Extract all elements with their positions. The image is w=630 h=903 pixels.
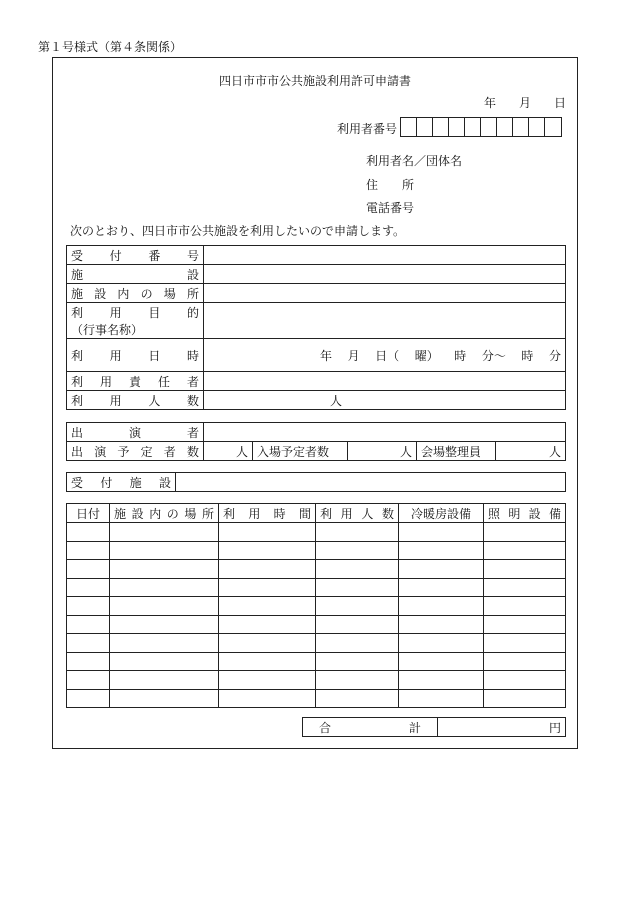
schedule-cell[interactable] (110, 578, 219, 597)
location-label: 施 設 内 の 場 所 (71, 286, 199, 301)
schedule-cell[interactable] (219, 560, 316, 579)
schedule-cell[interactable] (316, 652, 399, 671)
reception-facility-field[interactable] (176, 473, 566, 492)
headcount-field[interactable] (204, 391, 566, 410)
schedule-header-5: 照 明 設 備 (484, 504, 566, 523)
form-number-label: 第１号様式（第４条関係） (38, 40, 183, 54)
table-row (67, 615, 566, 634)
user-number-box[interactable] (529, 118, 545, 136)
schedule-cell[interactable] (399, 597, 484, 616)
schedule-cell[interactable] (219, 615, 316, 634)
schedule-cell[interactable] (399, 634, 484, 653)
user-number-box[interactable] (449, 118, 465, 136)
schedule-cell[interactable] (316, 671, 399, 690)
schedule-cell[interactable] (484, 523, 566, 542)
schedule-cell[interactable] (399, 523, 484, 542)
schedule-cell[interactable] (316, 523, 399, 542)
schedule-cell[interactable] (110, 523, 219, 542)
schedule-cell[interactable] (484, 689, 566, 708)
schedule-cell[interactable] (110, 652, 219, 671)
schedule-header-3: 利 用 人 数 (316, 504, 399, 523)
purpose-label: 利 用 目 的 (71, 305, 199, 320)
schedule-cell[interactable] (484, 597, 566, 616)
reception-no-label: 受 付 番 号 (71, 248, 199, 263)
schedule-cell[interactable] (316, 597, 399, 616)
schedule-cell[interactable] (67, 541, 110, 560)
schedule-cell[interactable] (316, 560, 399, 579)
facility-label: 施 設 (71, 267, 199, 282)
schedule-header-4: 冷暖房設備 (399, 504, 484, 523)
user-number-box[interactable] (481, 118, 497, 136)
schedule-cell[interactable] (399, 578, 484, 597)
user-number-label: 利用者番号 (337, 122, 398, 136)
applicant-phone-label: 電話番号 (366, 201, 415, 215)
intro-text: 次のとおり、四日市市公共施設を利用したいので申請します。 (70, 224, 406, 238)
schedule-cell[interactable] (399, 652, 484, 671)
usage-datetime-label: 利 用 日 時 (71, 348, 199, 363)
schedule-cell[interactable] (316, 578, 399, 597)
schedule-cell[interactable] (399, 615, 484, 634)
table-row (67, 560, 566, 579)
total-label: 合 計 (319, 720, 421, 735)
schedule-header-1: 施 設 内 の 場 所 (110, 504, 219, 523)
planned-performers-unit: 人 (235, 444, 248, 459)
entry-planned-unit: 人 (399, 444, 412, 459)
schedule-cell[interactable] (219, 652, 316, 671)
table-row (67, 541, 566, 560)
entry-planned-label: 入場予定者数 (253, 442, 348, 461)
schedule-cell[interactable] (484, 652, 566, 671)
planned-performers-field[interactable] (204, 442, 253, 461)
venue-staff-label: 会場整理員 (417, 442, 496, 461)
user-number-box[interactable] (497, 118, 513, 136)
schedule-cell[interactable] (484, 578, 566, 597)
schedule-cell[interactable] (67, 597, 110, 616)
total-field[interactable] (438, 718, 566, 737)
date-day: 日 (554, 96, 567, 110)
schedule-cell[interactable] (399, 689, 484, 708)
total-table (302, 717, 566, 737)
schedule-cell[interactable] (110, 615, 219, 634)
user-number-box[interactable] (465, 118, 481, 136)
table-row (67, 652, 566, 671)
schedule-cell[interactable] (110, 634, 219, 653)
schedule-cell[interactable] (67, 560, 110, 579)
table-row (67, 597, 566, 616)
schedule-header-0: 日付 (67, 504, 110, 523)
table-row (67, 523, 566, 542)
schedule-cell[interactable] (110, 689, 219, 708)
date-month: 月 (519, 96, 532, 110)
performer-label: 出 演 者 (71, 425, 199, 440)
reception-no-field[interactable] (204, 246, 566, 265)
user-number-boxes[interactable] (400, 117, 562, 137)
table-row (67, 671, 566, 690)
schedule-cell[interactable] (67, 578, 110, 597)
details-table (66, 245, 566, 410)
schedule-cell[interactable] (67, 671, 110, 690)
schedule-cell[interactable] (67, 689, 110, 708)
schedule-table (66, 503, 566, 708)
table-row (67, 634, 566, 653)
schedule-cell[interactable] (219, 597, 316, 616)
schedule-cell[interactable] (110, 541, 219, 560)
planned-performers-label: 出 演 予 定 者 数 (71, 444, 199, 459)
schedule-cell[interactable] (219, 541, 316, 560)
usage-datetime-field[interactable] (204, 339, 566, 372)
performer-field[interactable] (204, 423, 566, 442)
user-number-box[interactable] (417, 118, 433, 136)
venue-staff-unit: 人 (548, 444, 561, 459)
schedule-cell[interactable] (399, 671, 484, 690)
headcount-unit: 人 (330, 393, 343, 408)
schedule-cell[interactable] (484, 560, 566, 579)
schedule-cell[interactable] (67, 634, 110, 653)
facility-field[interactable] (204, 265, 566, 284)
purpose-field[interactable] (204, 303, 566, 339)
event-name-label: （行事名称） (67, 321, 204, 339)
schedule-cell[interactable] (67, 652, 110, 671)
user-number-box[interactable] (545, 118, 561, 136)
schedule-cell[interactable] (110, 671, 219, 690)
schedule-cell[interactable] (219, 634, 316, 653)
applicant-name-label: 利用者名／団体名 (366, 154, 463, 168)
user-number-box[interactable] (513, 118, 529, 136)
schedule-cell[interactable] (484, 671, 566, 690)
schedule-cell[interactable] (110, 597, 219, 616)
venue-staff-field[interactable] (496, 442, 566, 461)
table-row (67, 578, 566, 597)
schedule-cell[interactable] (110, 560, 219, 579)
schedule-cell[interactable] (316, 689, 399, 708)
date-year: 年 (484, 96, 497, 110)
responsible-label: 利 用 責 任 者 (71, 374, 199, 389)
form-title: 四日市市市公共施設利用許可申請書 (218, 74, 411, 88)
performers-table (66, 422, 566, 461)
location-field[interactable] (204, 284, 566, 303)
responsible-field[interactable] (204, 372, 566, 391)
reception-facility-table (66, 472, 566, 492)
schedule-header-2: 利 用 時 間 (219, 504, 316, 523)
schedule-cell[interactable] (67, 523, 110, 542)
user-number-box[interactable] (433, 118, 449, 136)
headcount-label: 利 用 人 数 (71, 393, 199, 408)
schedule-cell[interactable] (484, 634, 566, 653)
schedule-cell[interactable] (484, 615, 566, 634)
total-unit: 円 (548, 720, 561, 735)
reception-facility-label: 受 付 施 設 (71, 475, 171, 490)
schedule-cell[interactable] (219, 523, 316, 542)
schedule-cell[interactable] (399, 541, 484, 560)
schedule-cell[interactable] (484, 541, 566, 560)
usage-datetime-format: 年 月 日（ 曜） 時 分～ 時 分 (320, 348, 561, 363)
schedule-cell[interactable] (399, 560, 484, 579)
entry-planned-field[interactable] (348, 442, 417, 461)
schedule-cell[interactable] (316, 634, 399, 653)
schedule-cell[interactable] (67, 615, 110, 634)
schedule-cell[interactable] (219, 671, 316, 690)
schedule-cell[interactable] (219, 689, 316, 708)
table-row (67, 689, 566, 708)
user-number-box[interactable] (401, 118, 417, 136)
schedule-cell[interactable] (316, 615, 399, 634)
applicant-address-label: 住 所 (366, 178, 415, 192)
schedule-cell[interactable] (316, 541, 399, 560)
schedule-cell[interactable] (219, 578, 316, 597)
